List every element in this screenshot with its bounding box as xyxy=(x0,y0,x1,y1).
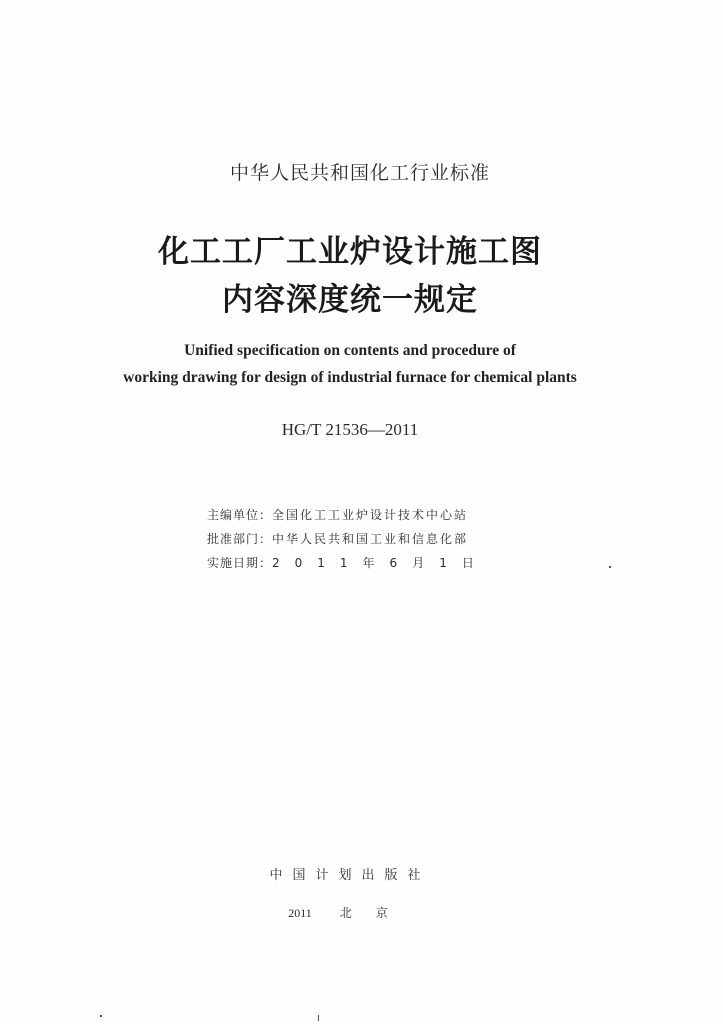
title-en-line-2: working drawing for design of industrial furnace for chemical plants xyxy=(123,369,577,386)
title-zh-line-2: 内容深度统一规定 xyxy=(222,282,478,318)
standard-code: HG/T 21536—2011 xyxy=(281,420,419,439)
publication-city: 北京 xyxy=(339,906,412,920)
editor-label: 主编单位： xyxy=(207,508,273,522)
editor-value: 全国化工工业炉设计技术中心站 xyxy=(272,508,469,522)
scan-speck xyxy=(609,566,611,568)
standard-series: 中华人民共和国化工行业标准 xyxy=(229,162,490,184)
scan-speck xyxy=(100,1015,102,1017)
title-zh-line-1: 化工工厂工业炉设计施工图 xyxy=(158,234,542,270)
approver-value: 中华人民共和国工业和信息化部 xyxy=(272,532,469,546)
publication-line xyxy=(200,904,500,921)
scan-speck xyxy=(318,1015,319,1021)
title-en-line-1: Unified specification on contents and procedure of xyxy=(184,342,516,359)
effective-date-label: 实施日期： xyxy=(207,556,273,570)
publisher-name: 中国计划出版社 xyxy=(269,868,431,883)
editor-line xyxy=(207,506,468,523)
approver-label: 批准部门： xyxy=(207,532,273,546)
publication-year: 2011 xyxy=(288,906,312,920)
effective-date-value: 2011年6月1日 xyxy=(272,556,489,570)
approver-line xyxy=(207,530,468,547)
effective-date-line xyxy=(207,554,489,571)
